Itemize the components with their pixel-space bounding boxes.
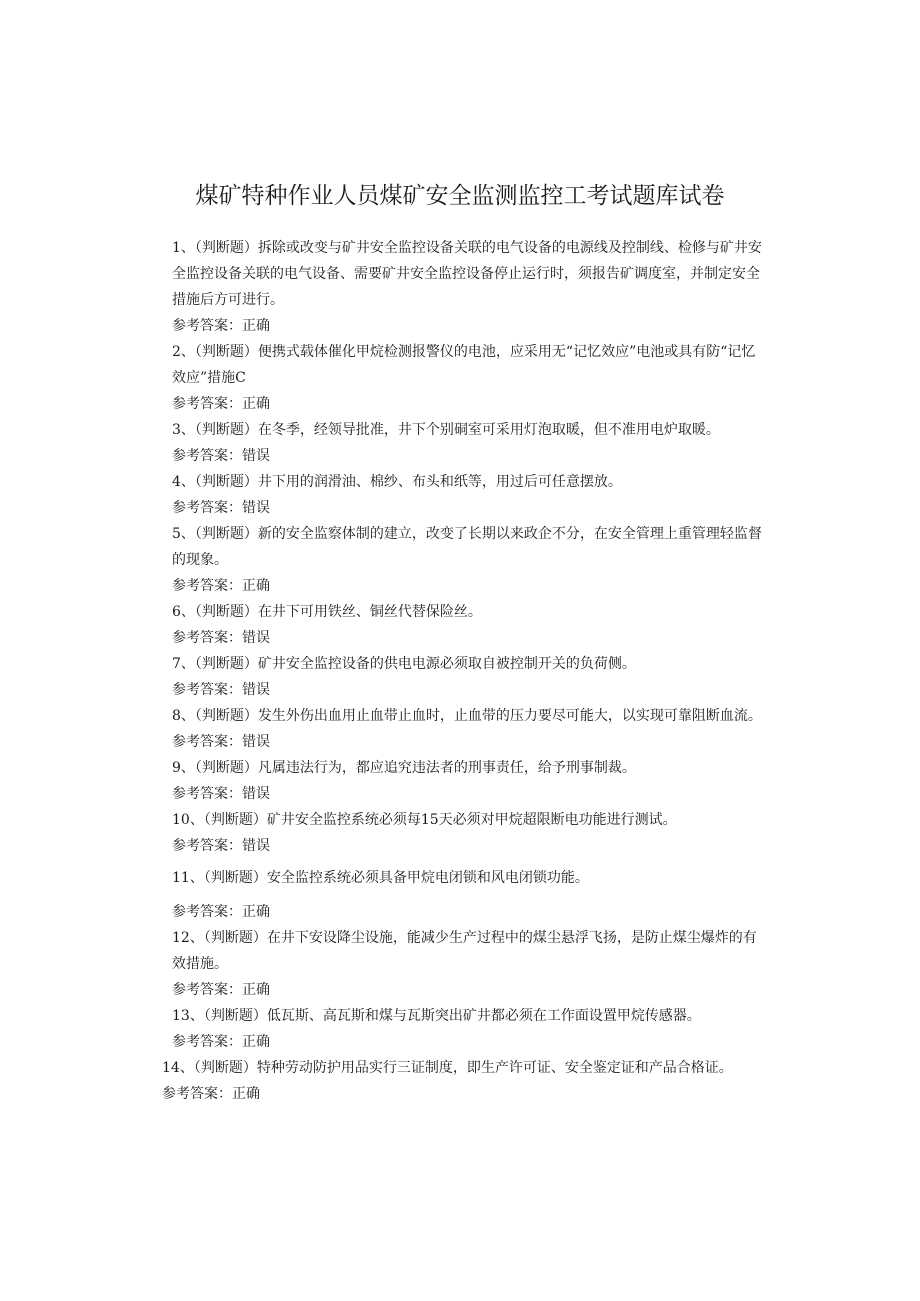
question-item [0,417,920,469]
question-item [0,1055,920,1107]
question-item [0,469,920,521]
question-text: 11、（判断题）安全监控系统必须具备甲烷电闭锁和风电闭锁功能。 [172,870,589,886]
answer-text: 参考答案：错误 [172,630,270,646]
question-item [0,1003,920,1055]
question-text: 2、（判断题）便携式载体催化甲烷检测报警仪的电池，应采用无“记忆效应”电池或具有防“记忆效应”措施C [172,344,756,386]
answer-text: 参考答案：正确 [172,396,270,412]
question-item [0,925,920,1003]
answer-text: 参考答案：错误 [172,838,270,854]
question-text: 14、（判断题）特种劳动防护用品实行三证制度，即生产许可证、安全鉴定证和产品合格证。 [162,1060,733,1076]
question-text: 4、（判断题）井下用的润滑油、棉纱、布头和纸等，用过后可任意摆放。 [172,474,622,490]
question-text: 7、（判断题）矿井安全监控设备的供电电源必须取自被控制开关的负荷侧。 [172,656,636,672]
answer-text: 参考答案：正确 [172,578,270,594]
question-item [0,865,920,925]
answer-text: 参考答案：正确 [172,318,270,334]
answer-text: 参考答案：错误 [172,734,270,750]
answer-text: 参考答案：错误 [172,500,270,516]
question-item [0,339,920,417]
question-list [0,235,920,1107]
answer-text: 参考答案：正确 [172,1034,270,1050]
question-text: 6、（判断题）在井下可用铁丝、铜丝代替保险丝。 [172,604,482,620]
document-title: 煤矿特种作业人员煤矿安全监测监控工考试题库试卷 [195,183,725,209]
question-text: 9、（判断题）凡属违法行为，都应追究违法者的刑事责任，给予刑事制裁。 [172,760,636,776]
question-text: 10、（判断题）矿井安全监控系统必须每15天必须对甲烷超限断电功能进行测试。 [172,812,677,828]
question-text: 12、（判断题）在井下安设降尘设施，能减少生产过程中的煤尘悬浮飞扬，是防止煤尘爆炸的有效措施。 [172,930,757,972]
answer-text: 参考答案：正确 [172,904,270,920]
question-item [0,807,920,859]
question-item [0,599,920,651]
answer-text: 参考答案：正确 [172,982,270,998]
answer-text: 参考答案：正确 [162,1086,260,1102]
question-item [0,235,920,339]
answer-text: 参考答案：错误 [172,682,270,698]
question-item [0,651,920,703]
question-item [0,521,920,599]
question-item [0,703,920,755]
answer-text: 参考答案：错误 [172,786,270,802]
answer-text: 参考答案：错误 [172,448,270,464]
question-text: 13、（判断题）低瓦斯、高瓦斯和煤与瓦斯突出矿井都必须在工作面设置甲烷传感器。 [172,1008,701,1024]
question-text: 1、（判断题）拆除或改变与矿井安全监控设备关联的电气设备的电源线及控制线、检修与矿井安全监控设备关联的电气设备、需要矿井安全监控设备停止运行时，须报告矿调度室，并制定安全措施后方可进行。 [172,240,762,308]
question-text: 8、（判断题）发生外伤出血用止血带止血时，止血带的压力要尽可能大，以实现可靠阻断血流。 [172,708,762,724]
question-item [0,755,920,807]
question-text: 5、（判断题）新的安全监察体制的建立，改变了长期以来政企不分，在安全管理上重管理轻监督的现象。 [172,526,762,568]
question-text: 3、（判断题）在冬季，经领导批准，井下个别硐室可采用灯泡取暖，但不准用电炉取暖。 [172,422,720,438]
